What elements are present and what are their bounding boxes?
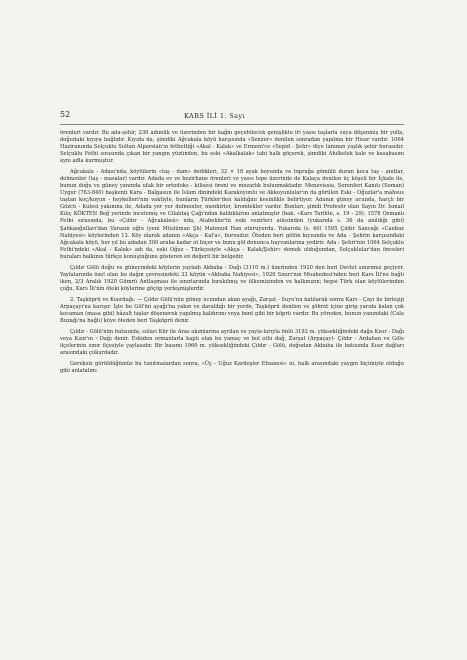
paragraph: örenleri vardır. Bu ada-şehir, 230 adımlık ve üzerinden bir kağnı geçebilecek genişlikte iri yassı taşlarla suya döşenmiş bir yolla, doğudaki kıyıya bağlıdır. Kıyıda da, şimdiki Ağcakala köyü karşısında «Senzer» denilen sonradan yapılma bir Hisar vardır. 1064 Haziranında Selçuklu Sultan Alparslan'ın fethettiği «Akal - Kalak» ve Ermeni'ce «Sepid - Şehr» diye tanınan yaşlık şehir burasıdır. Selçuklu Fethi sırasında çıkan bir yangın yüzünden, bu eski «Akalkalak» tabi halk göçerek, şimdiki Ahılkelek kale ve kasabasını aynı adla kurmuştur. (60, 130, 404, 165)
paragraph: Çıldır Gölü doğu ve güneyindeki köylerin yayladı Akbaba - Dağı (3110 m.) üzerinden 1920 den beri Devlet sınırımız geçiyor. Yaylalarında özel olan bu dağın çevresindeki 33 köyün «Akbaba Nahiyesi», 1920 Sınırı'nın Muahedesi'nden beri Kars İli'ne bağlı iken, 2/3 Aralık 1920 Gümrü Antlaşması ile sınırlarında bırakılmış ve ülkemizinden ve halkınızın; hepsi Türk olan köylülerinden çoğu, Kars İli'nin öteki köylerine göçüp yerleşmişlerdir. (60, 264, 404, 292)
paragraph: Çıldır - Gölü'nün batısında, suları Kür ile Aras akımlarına ayrılan ve yayla-larıyla ünlü 3192 m. yüksekliğindeki dağa Kısır - Dağı veya Kısır'ın - Dağı denir. Eskiden ormanlarla kaplı olan bu yamaç ve bol otlu dağ, Zarşat (Arpaçay)- Çıldır - Ardahan ve Göle ilçelerinin sınır ilçesiyle yaylasıdır. Bir basımı 1960 m. yüksekliğindeki Çıldır - Gölü, doğudan Akbaba ile batısında Kısır dağları arasındaki çukurdadır. (60, 328, 404, 356)
paragraph: 2. Taşköprü ve Kısırdağı. — Çıldır Gölü'nün güney ucundan akan ayağı, Zarşat - Suyu'nu katılarak sonra Kars - Çayı ile birleşip Arpaçayı'na karışır. İşte bu Göl'ün ayağı'na yakın ve daraldığı bir yerde, Taşköprü denilen ve şöhret içine girip yarıda kalan çok kocaman (masa gibi) bâzalt taşlar döşenerek yapılmış kaldırımı veya bent gibi bir köprü vardır. Bu yöreden, bunun yanındaki (Cala Buzağı'na bağlı) köye öteden beri Taşköprü denir. (60, 296, 404, 324)
running-head: KARS İLİ 1. Sayı (184, 112, 245, 120)
paragraph: Ağcakala - Adası'nda, köylülerin «taş - dam» dedikleri, 32 × 18 ayak boyunda ve toprağa gömülü duran koca taş - anıtlar, dolmenler (taş - masalar) vardır. Adada ev ve bezirhane örenleri ve yassı tepe üzerinde de Kalaça denilen üç köşeli bir İçkale ile, bunun doğu ve güney yanında ufak bir ortodoks - kilisesi öreni ve mezarlık bulunmaktadır. Menevissia, Sorenferi Kanıtı (Soman) Uygur (763-840) başkenti Kara - Balgasun ile İslam dinindeki Karakoyunlu ve Akkoyunlular'ın da görülen Eski - Oğuzlar'a mahsus taştan koç/koyun - heykelleri'nin vaktiyle, bunların Türkler'den kaldığını kesinlikle belirtiyor. Adanın güney ucunda, harçlı bir Gözcü - Kulesi yakınına ile, Adada yer yer dolmenler, menhirler, kromlekler vardır. Bunları, şimdi Profesör olan Sayın Dr. İsmail Kılıç KÖKTEN Beğ yerinde incelemiş ve Cilalıtaş Çağı'ndan kaldıklarını anlatmıştır (bak. «Kars Tarihte, s. 19 - 29). 1578 Osmanlı Fethi sırasında, bu «Çıldır - Ağcakalesi» nda, Atabekler'in eski vezirleri ailesinden (yukarıda s. 36 da anıldığı gibi) Şahkaoğulları'dan Varazın oğlu (yeni Müslüman Şh) Mahmud Han oturuyordu. Yukarıda (s. 40) 1595 Çıldır Sancağı «Canbaz Nahiyesi» köylerinden 13. Köy olarak adanın «Akça - Kal'a», bursudur. Öteden beri gölün kıyısında ve Ada - Şehrin karşısındaki Ağcakala köyü, her yıl bu adadan 300 araba kadar ot biçer ve bunu göl donunca hayvanlarına yedirir. Ada - Şehri'nin 1064 Selçuklu Fethi'ndeki «Akal - Kalak» adı da, eski Oğuz - Türkçesiyle «Akça - Kalak/Şehir» demek olduğundan, Selçuklular'dan önceleri buraları halkının türkçe konuştuğunu gösteren en değerli bir belgedir. (60, 169, 404, 260)
page-header (60, 110, 404, 122)
body-text (60, 130, 404, 379)
header-rule (60, 124, 404, 125)
paragraph: Gereksiz görüldüğümüz bu tanıtmalardan sonra, «Üç - Uğuz Kardeşler Efsanesi» ni, halk arasındaki yaygın biçimiyle olduğu gibi anlatalım: (60, 360, 404, 374)
page-number: 52 (60, 110, 71, 119)
